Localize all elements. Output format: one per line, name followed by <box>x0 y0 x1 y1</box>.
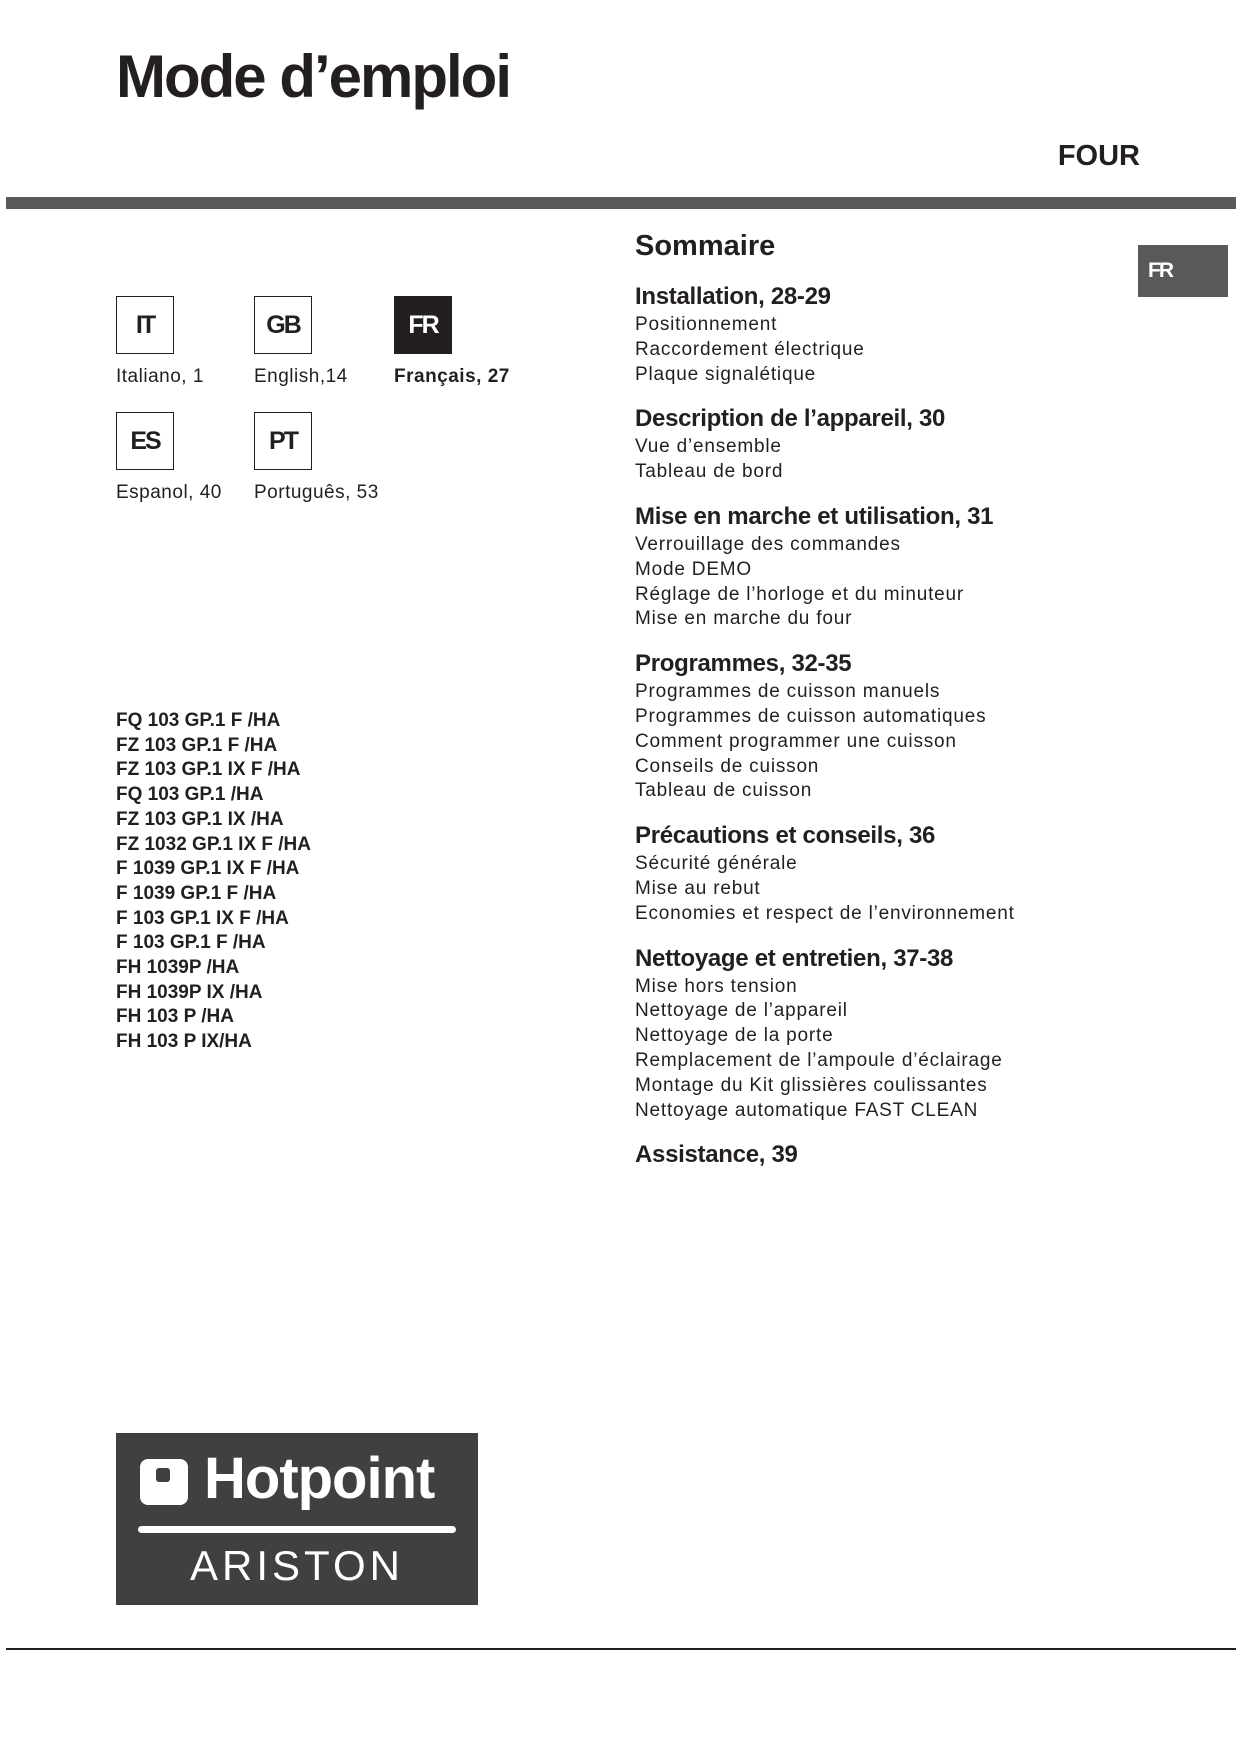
language-option-fr[interactable] <box>394 296 554 388</box>
product-type: FOUR <box>1057 140 1140 172</box>
toc-item[interactable]: Positionnement <box>635 314 778 335</box>
toc-item[interactable]: Mode DEMO <box>635 558 753 580</box>
toc-heading[interactable]: Programmes, 32-35 <box>635 650 852 678</box>
toc-section-programmes <box>635 648 1105 804</box>
table-of-contents <box>635 230 1105 1187</box>
toc-item[interactable]: Mise au rebut <box>635 877 761 899</box>
brand-mark-dot <box>156 1468 170 1482</box>
language-option-pt[interactable] <box>254 412 414 504</box>
toc-item[interactable]: Programmes de cuisson automatiques <box>635 705 987 727</box>
model-item: F 1039 GP.1 F /HA <box>116 882 277 904</box>
toc-heading[interactable]: Installation, 28-29 <box>635 283 831 310</box>
language-code-box-active[interactable]: FR <box>394 296 452 354</box>
toc-heading[interactable]: Description de l’appareil, 30 <box>635 405 946 433</box>
toc-heading[interactable]: Assistance, 39 <box>635 1141 798 1169</box>
brand-logo <box>116 1433 478 1605</box>
language-code-box[interactable]: GB <box>254 296 312 354</box>
language-option-es[interactable] <box>116 412 276 504</box>
model-item: F 103 GP.1 F /HA <box>116 932 266 954</box>
model-item: FH 103 P /HA <box>116 1006 234 1028</box>
brand-subname: ARISTON <box>190 1542 404 1589</box>
toc-item[interactable]: Plaque signalétique <box>635 363 817 385</box>
toc-section-assistance <box>635 1139 1105 1171</box>
toc-item[interactable]: Nettoyage de l’appareil <box>635 1000 848 1022</box>
toc-item[interactable]: Montage du Kit glissières coulissantes <box>635 1074 988 1096</box>
brand-mark-icon <box>140 1459 188 1505</box>
toc-section-description <box>635 403 1105 485</box>
toc-item[interactable]: Vue d’ensemble <box>635 436 782 458</box>
model-list <box>116 709 311 1055</box>
model-item: FZ 103 GP.1 IX /HA <box>116 808 284 830</box>
toc-item[interactable]: Verrouillage des commandes <box>635 533 901 555</box>
footer-divider <box>6 1648 1236 1650</box>
model-item: FQ 103 GP.1 /HA <box>116 784 264 806</box>
toc-title: Sommaire <box>635 230 776 262</box>
header-divider <box>6 197 1236 209</box>
toc-item[interactable]: Conseils de cuisson <box>635 755 820 777</box>
toc-heading[interactable]: Mise en marche et utilisation, 31 <box>635 502 994 530</box>
toc-item[interactable]: Tableau de cuisson <box>635 780 813 802</box>
toc-item[interactable]: Mise hors tension <box>635 975 798 997</box>
language-label-active: Français, 27 <box>394 366 510 387</box>
page-title: Mode d’emploi <box>116 43 510 110</box>
model-item: FH 1039P /HA <box>116 957 240 979</box>
toc-item[interactable]: Mise en marche du four <box>635 608 853 630</box>
toc-item[interactable]: Raccordement électrique <box>635 338 865 360</box>
toc-section-nettoyage <box>635 943 1105 1124</box>
model-item: FQ 103 GP.1 F /HA <box>116 710 281 731</box>
language-code-box[interactable]: IT <box>116 296 174 354</box>
toc-section-mise-en-marche <box>635 501 1105 632</box>
toc-heading[interactable]: Nettoyage et entretien, 37-38 <box>635 944 954 972</box>
language-label: Português, 53 <box>254 482 379 503</box>
toc-item[interactable]: Sécurité générale <box>635 853 798 875</box>
brand-divider <box>138 1526 456 1533</box>
brand-name: Hotpoint <box>204 1446 435 1511</box>
toc-item[interactable]: Economies et respect de l’environnement <box>635 902 1015 924</box>
language-label: Italiano, 1 <box>116 366 204 387</box>
language-option-it[interactable] <box>116 296 276 388</box>
toc-item[interactable]: Remplacement de l’ampoule d’éclairage <box>635 1049 1003 1071</box>
toc-item[interactable]: Réglage de l’horloge et du minuteur <box>635 583 965 605</box>
model-item: FZ 1032 GP.1 IX F /HA <box>116 833 312 855</box>
language-code-box[interactable]: ES <box>116 412 174 470</box>
toc-item[interactable]: Tableau de bord <box>635 461 784 483</box>
toc-section-precautions <box>635 820 1105 926</box>
language-label: Espanol, 40 <box>116 482 222 503</box>
toc-item[interactable]: Nettoyage automatique FAST CLEAN <box>635 1099 979 1121</box>
toc-item[interactable]: Nettoyage de la porte <box>635 1025 834 1047</box>
model-item: FZ 103 GP.1 F /HA <box>116 734 278 756</box>
toc-item[interactable]: Programmes de cuisson manuels <box>635 681 941 703</box>
model-item: F 103 GP.1 IX F /HA <box>116 907 289 929</box>
language-side-tab: FR <box>1138 245 1228 297</box>
model-item: FZ 103 GP.1 IX F /HA <box>116 759 301 781</box>
model-item: F 1039 GP.1 IX F /HA <box>116 858 300 880</box>
language-label: English,14 <box>254 366 348 387</box>
language-option-gb[interactable] <box>254 296 414 388</box>
model-item: FH 1039P IX /HA <box>116 981 263 1003</box>
language-code-box[interactable]: PT <box>254 412 312 470</box>
toc-heading[interactable]: Précautions et conseils, 36 <box>635 822 936 850</box>
toc-section-installation <box>635 281 1105 387</box>
toc-item[interactable]: Comment programmer une cuisson <box>635 730 957 752</box>
model-item: FH 103 P IX/HA <box>116 1031 252 1053</box>
